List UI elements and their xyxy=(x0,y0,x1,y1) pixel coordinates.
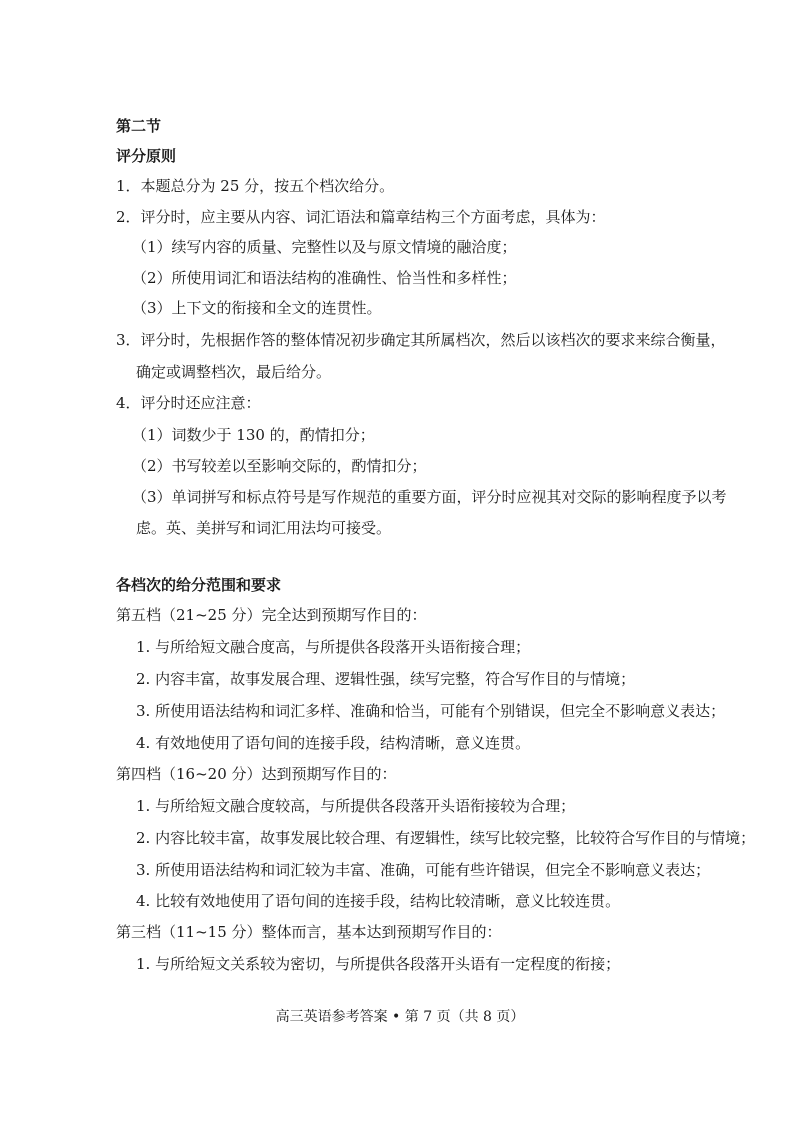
principle-subitem: （1）词数少于 130 的，酌情扣分； xyxy=(132,426,375,444)
principle-subitem: （1）续写内容的质量、完整性以及与原文情境的融洽度； xyxy=(132,238,517,256)
principles-title: 评分原则 xyxy=(116,147,177,165)
principle-subitem: （3）上下文的衔接和全文的连贯性。 xyxy=(132,299,382,317)
level-item: 2. 内容比较丰富，故事发展比较合理、有逻辑性，续写比较完整，比较符合写作目的与情境； xyxy=(136,829,756,847)
principle-item: 1．本题总分为 25 分，按五个档次给分。 xyxy=(116,177,395,195)
principle-continuation: 确定或调整档次，最后给分。 xyxy=(136,363,332,381)
level-heading: 第四档（16~20 分）达到预期写作目的： xyxy=(116,765,397,783)
principle-item: 2．评分时，应主要从内容、词汇语法和篇章结构三个方面考虑，具体为： xyxy=(116,208,606,226)
level-heading: 第三档（11~15 分）整体而言，基本达到预期写作目的： xyxy=(116,923,502,941)
page-footer: 高三英语参考答案 • 第 7 页（共 8 页） xyxy=(275,1009,525,1025)
level-item: 1. 与所给短文关系较为密切，与所提供各段落开头语有一定程度的衔接； xyxy=(136,955,621,973)
principle-item: 4．评分时还应注意： xyxy=(116,394,261,412)
levels-title: 各档次的给分范围和要求 xyxy=(116,576,282,594)
section-title: 第二节 xyxy=(116,117,162,135)
principle-subitem: （2）所使用词汇和语法结构的准确性、恰当性和多样性； xyxy=(132,269,517,287)
level-item: 2. 内容丰富，故事发展合理、逻辑性强，续写完整，符合写作目的与情境； xyxy=(136,670,636,688)
level-item: 3. 所使用语法结构和词汇较为丰富、准确，可能有些许错误，但完全不影响意义表达； xyxy=(136,861,711,879)
principle-continuation: 虑。英、美拼写和词汇用法均可接受。 xyxy=(136,519,392,537)
principle-item: 3．评分时，先根据作答的整体情况初步确定其所属档次，然后以该档次的要求来综合衡量， xyxy=(116,331,726,349)
level-item: 4. 有效地使用了语句间的连接手段，结构清晰，意义连贯。 xyxy=(136,734,531,752)
level-heading: 第五档（21~25 分）完全达到预期写作目的： xyxy=(116,606,427,624)
principle-subitem: （3）单词拼写和标点符号是写作规范的重要方面，评分时应视其对交际的影响程度予以考 xyxy=(132,488,727,506)
level-item: 4. 比较有效地使用了语句间的连接手段，结构比较清晰，意义比较连贯。 xyxy=(136,892,621,910)
level-item: 1. 与所给短文融合度高，与所提供各段落开头语衔接合理； xyxy=(136,638,531,656)
principle-subitem: （2）书写较差以至影响交际的，酌情扣分； xyxy=(132,457,427,475)
level-item: 1. 与所给短文融合度较高，与所提供各段落开头语衔接较为合理； xyxy=(136,797,576,815)
level-item: 3. 所使用语法结构和词汇多样、准确和恰当，可能有个别错误，但完全不影响意义表达； xyxy=(136,702,726,720)
